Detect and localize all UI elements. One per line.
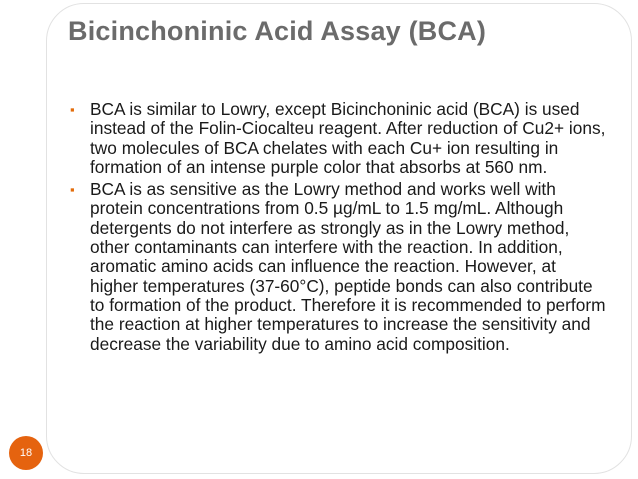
bullet-text: BCA is as sensitive as the Lowry method and works well with protein concentrations from 0.5 µg/mL to 1.5 mg/mL. Although detergents do not interfere as strongly as in the Lowry method, other contaminants can interfere with the reaction. In addition, aromatic amino acids can influence the reaction. However, at higher temperatures (37-60°C), peptide bonds can also contribute to formation of the product. Therefore it is recommended to perform the reaction at higher temperatures to increase the sensitivity and decrease the variability due to amino acid composition. <box>90 179 606 354</box>
page-number-badge: 18 <box>9 436 43 470</box>
bullet-square-icon: ▪ <box>70 102 75 117</box>
bullet-item <box>70 180 606 354</box>
bullet-item <box>70 100 606 177</box>
slide-title: Bicinchoninic Acid Assay (BCA) <box>68 16 487 46</box>
bullet-square-icon: ▪ <box>70 182 75 198</box>
bullet-text: BCA is similar to Lowry, except Bicinchoninic acid (BCA) is used instead of the Folin-Ciocalteu reagent. After reduction of Cu2+ ions, two molecules of BCA chelates with each Cu+ ion resulting in formation of an intense purple color that absorbs at 560 nm. <box>90 99 606 177</box>
bullet-list <box>70 100 606 357</box>
